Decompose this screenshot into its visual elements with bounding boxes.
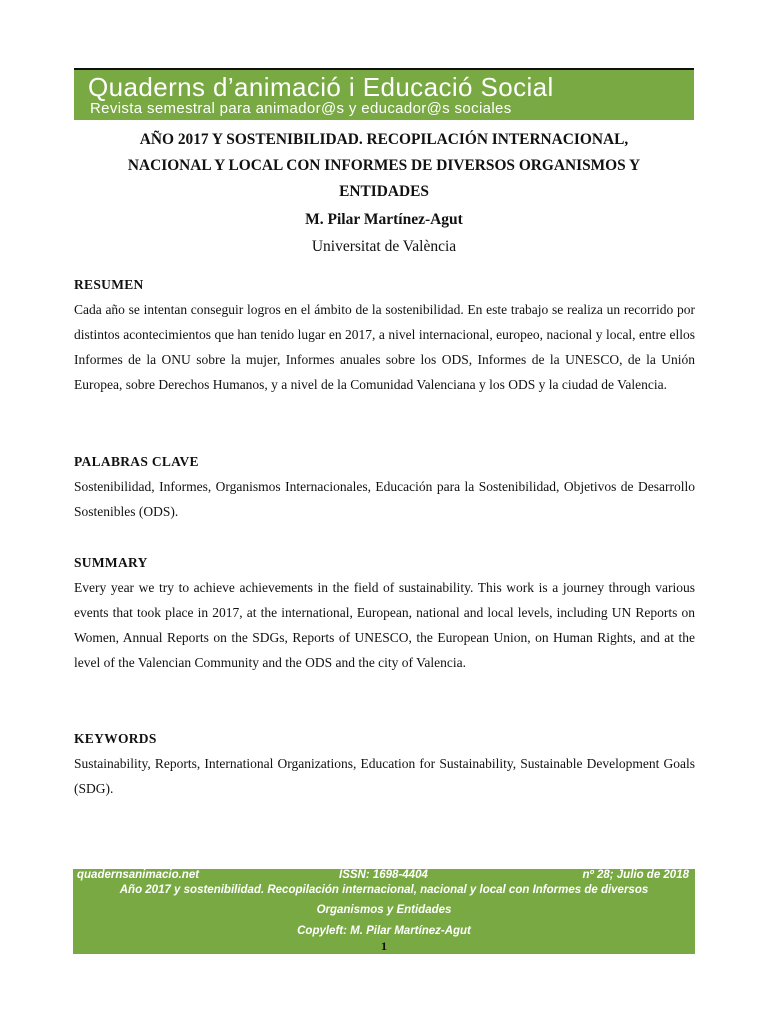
resumen-section [74,275,695,397]
footer-issue: nº 28; Julio de 2018 [582,869,689,881]
resumen-heading: RESUMEN [74,277,144,292]
footer-copyleft: Copyleft: M. Pilar Martínez-Agut [297,925,471,937]
palabras-clave-text: Sostenibilidad, Informes, Organismos Internacionales, Educación para la Sostenibilidad, Objetivos de Desarrollo Sostenibles (ODS). [74,479,695,520]
article-header [74,127,694,260]
palabras-clave-heading: PALABRAS CLAVE [74,454,199,469]
page-footer [73,869,695,954]
article-title-line-1: AÑO 2017 Y SOSTENIBILIDAD. RECOPILACIÓN INTERNACIONAL, [139,131,629,148]
keywords-section [74,729,695,801]
resumen-text: Cada año se intentan conseguir logros en el ámbito de la sostenibilidad. En este trabajo se realiza un recorrido por distintos acontecimientos que han tenido lugar en 2017, a nivel internacional, europeo, nacional y local, entre ellos Informes de la ONU sobre la mujer, Informes anuales sobre los ODS, Informes de la UNESCO, de la Unión Europea, sobre Derechos Humanos, y a nivel de la Comunidad Valenciana y los ODS y la ciudad de Valencia. [74,302,695,393]
footer-meta-row [77,869,691,884]
footer-article-title-2: Organismos y Entidades [316,904,452,916]
keywords-heading: KEYWORDS [74,731,157,746]
palabras-clave-section [74,452,695,524]
footer-issn: ISSN: 1698-4404 [339,869,428,881]
article-title-line-3: ENTIDADES [339,183,429,200]
article-author: M. Pilar Martínez-Agut [305,211,463,228]
article-affiliation: Universitat de València [311,238,457,255]
footer-site-link[interactable]: quadernsanimacio.net [77,869,200,881]
journal-banner [74,68,694,120]
article-title-line-2: NACIONAL Y LOCAL CON INFORMES DE DIVERSOS ORGANISMOS Y [127,157,641,174]
page-number: 1 [381,939,387,953]
summary-section [74,553,695,675]
summary-heading: SUMMARY [74,555,148,570]
journal-subtitle: Revista semestral para animador@s y educador@s sociales [90,100,512,117]
footer-article-title-1: Año 2017 y sostenibilidad. Recopilación internacional, nacional y local con Informes de diversos [119,884,649,896]
summary-text: Every year we try to achieve achievements in the field of sustainability. This work is a journey through various events that took place in 2017, at the international, European, national and local levels, including UN Reports on Women, Annual Reports on the SDGs, Reports of UNESCO, the European Union, on Human Rights, and at the level of the Valencian Community and the ODS and the city of Valencia. [74,580,695,671]
keywords-text: Sustainability, Reports, International Organizations, Education for Sustainability, Sustainable Development Goals (SDG). [74,756,695,797]
journal-title: Quaderns d’animació i Educació Social [88,72,554,102]
